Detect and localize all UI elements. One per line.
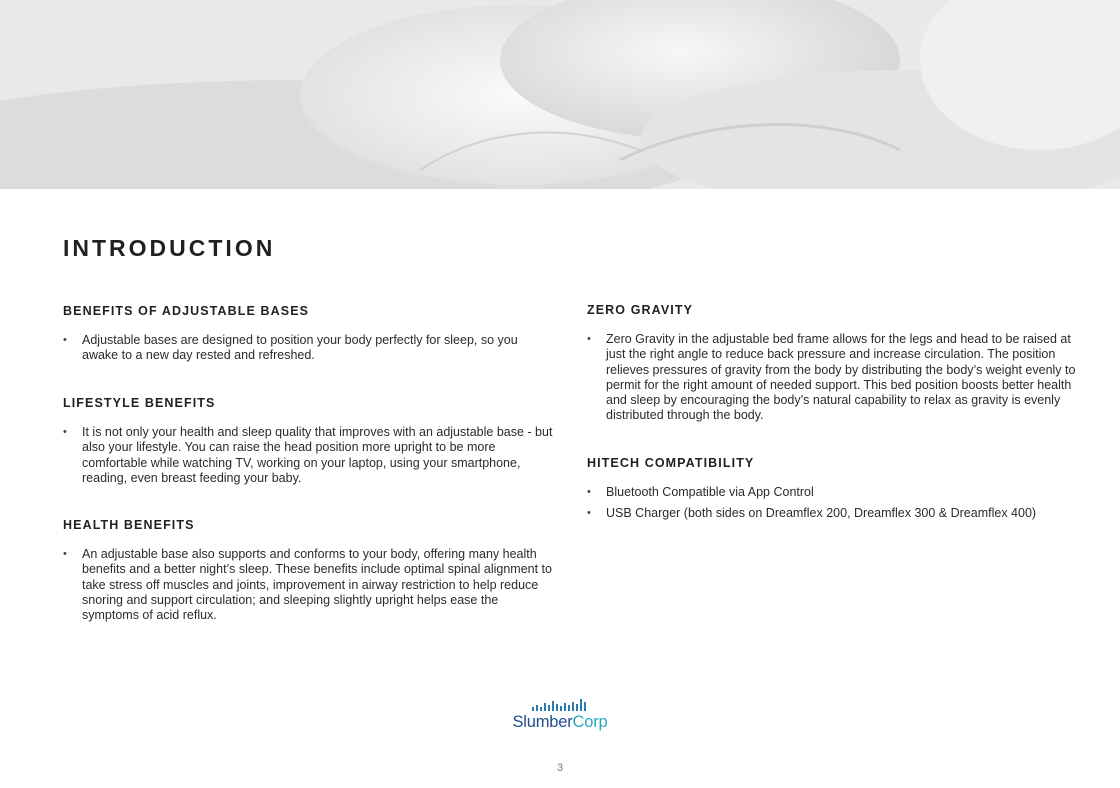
section-heading: HEALTH BENEFITS: [63, 518, 195, 532]
bullet-icon: •: [63, 426, 67, 438]
bullet-list: [63, 333, 553, 364]
list-item: • Bluetooth Compatible via App Control: [587, 485, 814, 499]
section-health-benefits: [63, 517, 553, 629]
bed-pillows-illustration: [0, 0, 1120, 189]
bullet-list: [63, 547, 553, 623]
bullet-list: [587, 485, 1087, 521]
section-heading: LIFESTYLE BENEFITS: [63, 396, 216, 410]
list-item: • Adjustable bases are designed to position your body perfectly for sleep, so you awake to a new day rested and refreshed.: [63, 333, 518, 363]
bullet-icon: •: [587, 333, 591, 345]
section-lifestyle-benefits: [63, 395, 553, 492]
bullet-list: [63, 425, 553, 486]
page-number: 3: [556, 762, 564, 774]
page-title: INTRODUCTION: [63, 235, 276, 261]
list-item: • It is not only your health and sleep quality that improves with an adjustable base - but also your lifestyle. You can raise the head position more upright to be more comfortable while watching TV, working on your laptop, using your smartphone, reading, even breast feeding your baby.: [63, 425, 553, 485]
logo-wordmark: SlumberCorp: [512, 713, 608, 731]
list-item: • USB Charger (both sides on Dreamflex 200, Dreamflex 300 & Dreamflex 400): [587, 505, 1037, 520]
bullet-list: [587, 332, 1087, 424]
section-heading: BENEFITS OF ADJUSTABLE BASES: [63, 304, 310, 318]
section-zero-gravity: [587, 302, 1087, 429]
list-item: • Zero Gravity in the adjustable bed frame allows for the legs and head to be raised at just the right angle to reduce back pressure and increase circulation. The position relieves pressures of gravity from the body by distributing the body’s weight evenly to permit for the right amount of needed support. This bed position boosts better health and sleep by encouraging the body’s natural capability to relax as gravity is evenly distributed through the body.: [587, 332, 1076, 423]
section-hitech-compatibility: [587, 455, 1087, 527]
list-item: • An adjustable base also supports and conforms to your body, offering many health benefits and a better night’s sleep. These benefits include optimal spinal alignment to take stress off muscles and joints, improvement in airway restriction to help reduce snoring and support circulation; and sleeping slightly upright helps ease the symptoms of acid reflux.: [63, 547, 552, 623]
bullet-icon: •: [587, 486, 591, 498]
section-heading: ZERO GRAVITY: [587, 303, 694, 317]
bullet-icon: •: [587, 506, 591, 519]
section-heading: HITECH COMPATIBILITY: [587, 456, 755, 470]
slumbercorp-logo: [500, 696, 620, 736]
hero-image: [0, 0, 1120, 189]
bullet-icon: •: [63, 334, 67, 346]
bullet-icon: •: [63, 548, 67, 560]
section-benefits-adjustable-bases: [63, 303, 553, 369]
